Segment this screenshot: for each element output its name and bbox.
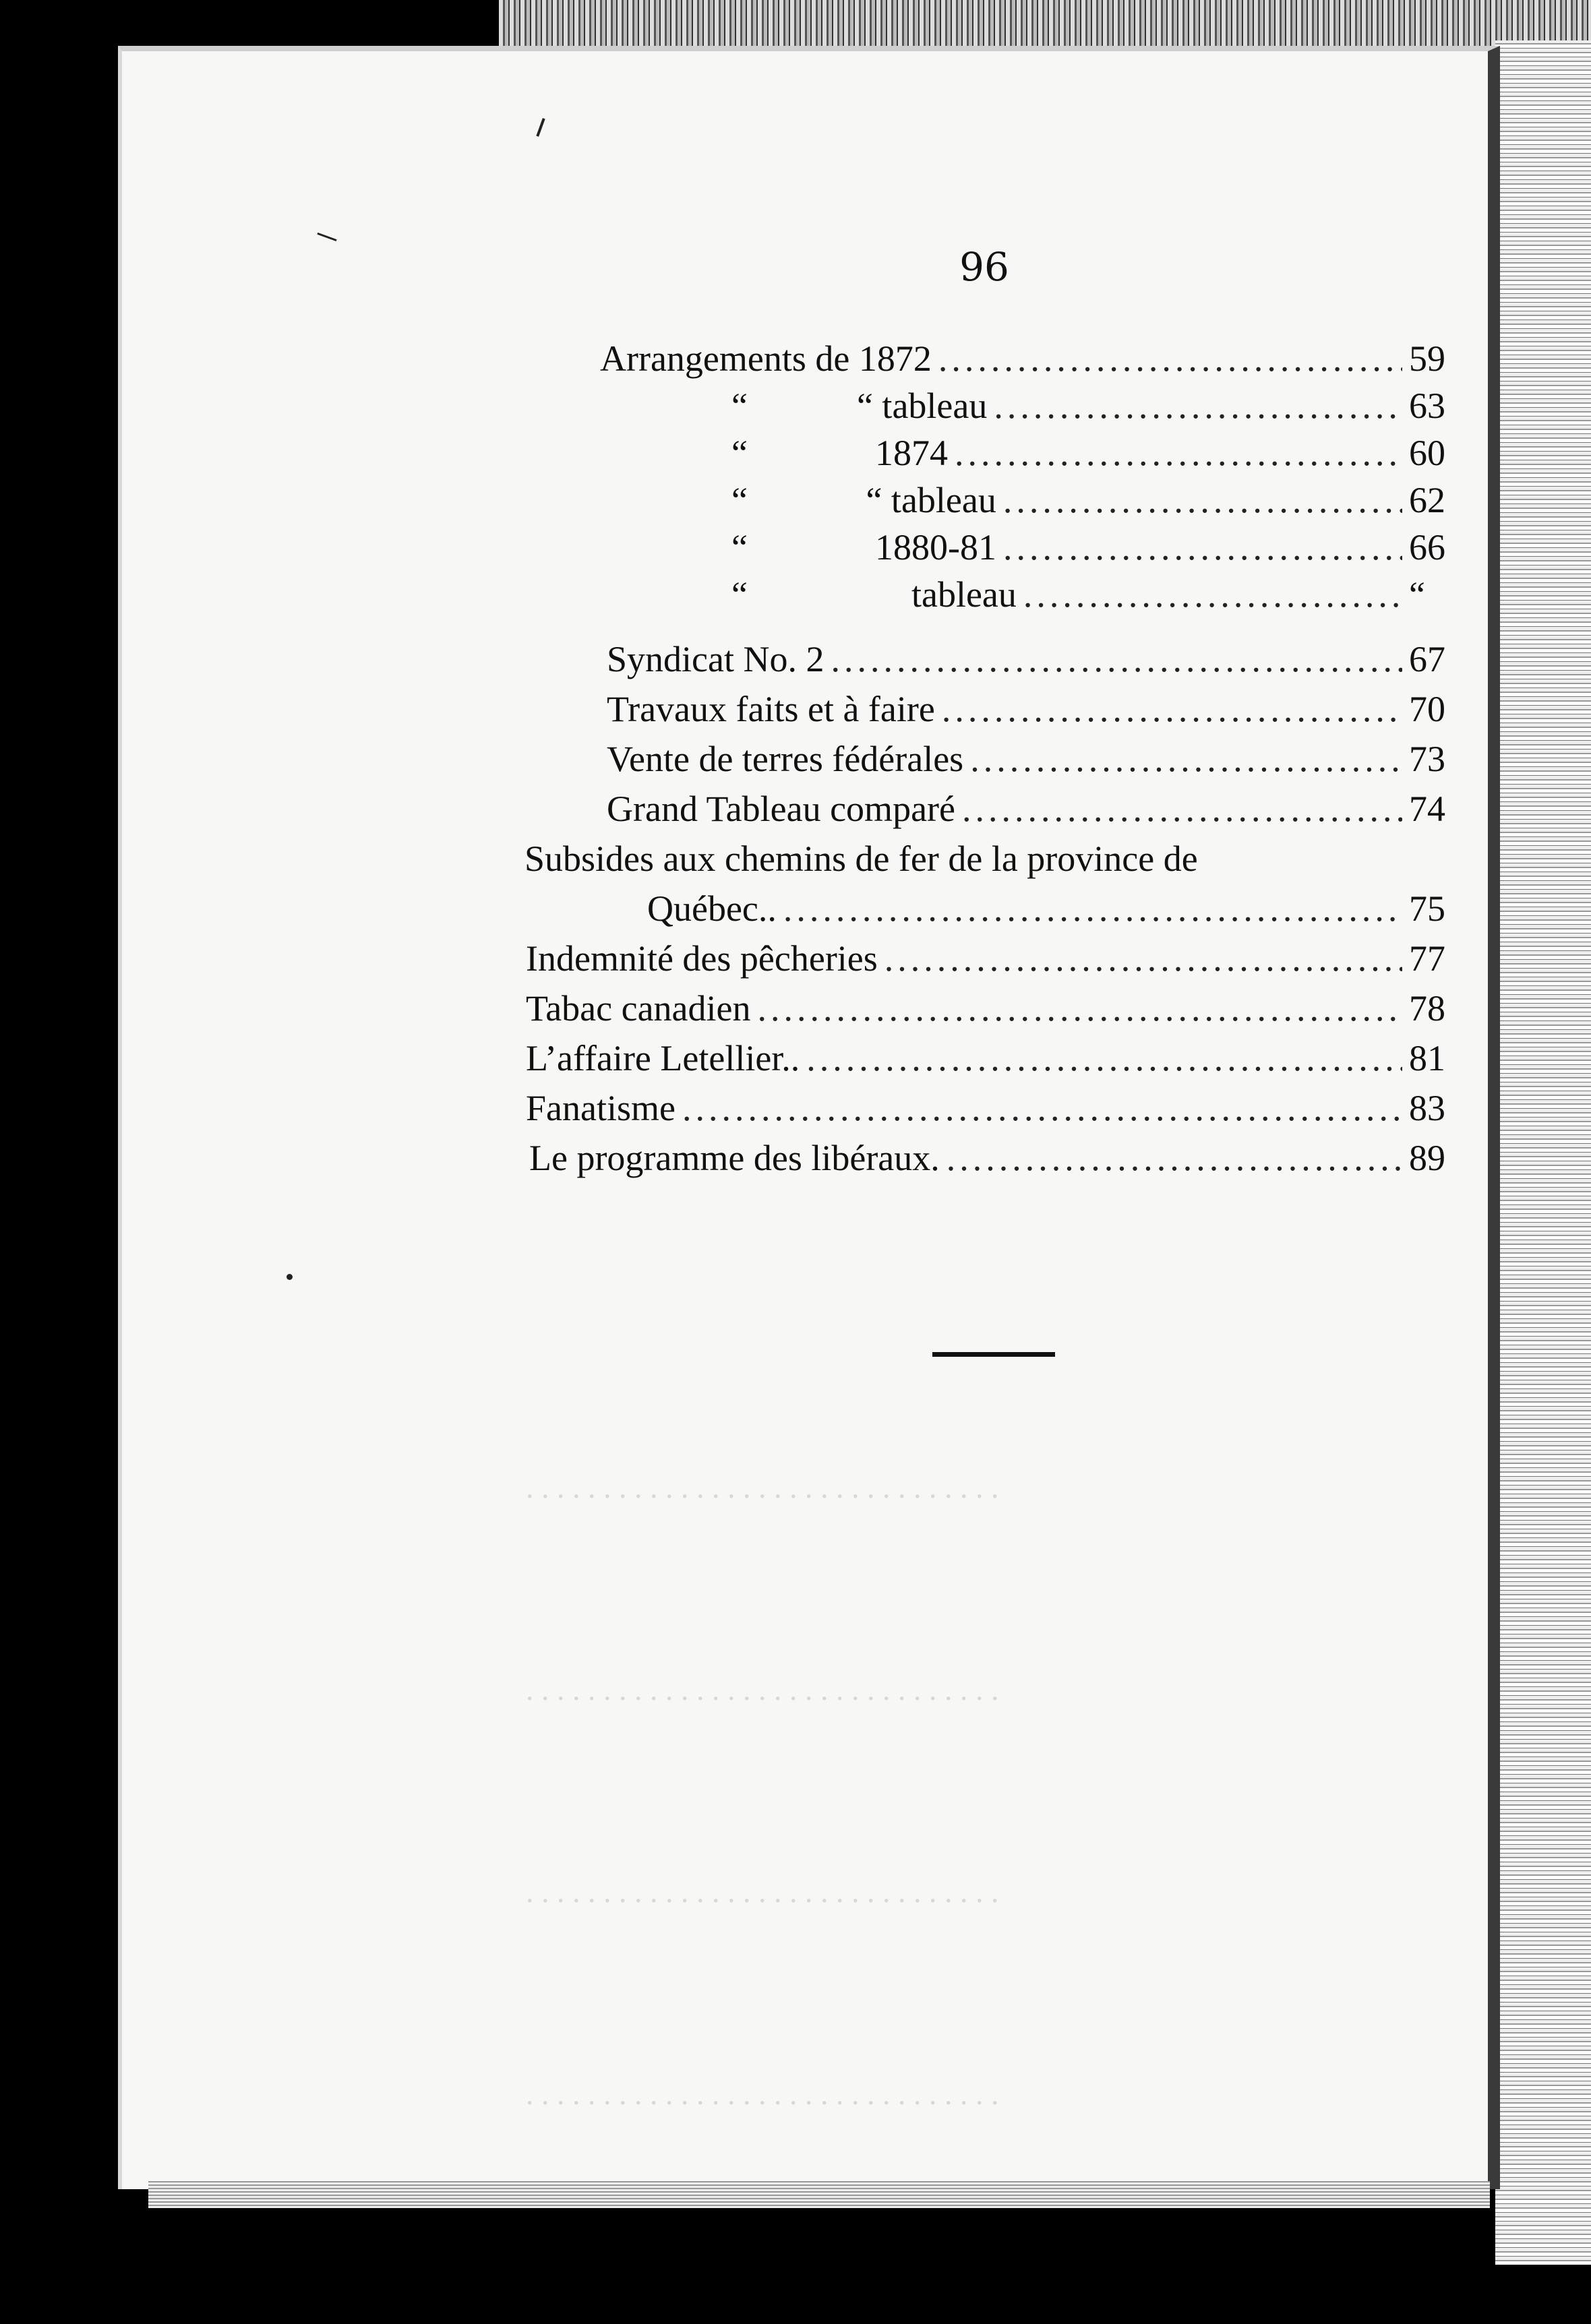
toc-entry-title: Indemnité des pêcheries [526, 938, 878, 979]
toc-entry [731, 570, 1449, 619]
toc-entry-page: 81 [1409, 1038, 1445, 1078]
toc-entry-title: “ 1880-81 [731, 527, 996, 568]
toc-entry-title: “ “ tableau [731, 480, 996, 520]
dot-leader [942, 685, 1402, 733]
dot-leader [884, 934, 1402, 983]
toc-entry [731, 476, 1449, 524]
toc-entry [607, 635, 1449, 683]
page-number: 96 [959, 244, 1009, 290]
toc-entry-page: 67 [1409, 639, 1445, 679]
dot-leader [806, 1034, 1402, 1082]
toc-entry [526, 934, 1449, 983]
show-through-text: . . . . . . . . . . . . . . . . . . . . . . . . . . . . . . . [526, 1874, 999, 1909]
show-through-text: . . . . . . . . . . . . . . . . . . . . . . . . . . . . . . . [526, 1672, 999, 1707]
toc-entry-title: “ “ tableau [731, 386, 988, 426]
toc-entry [529, 1134, 1449, 1182]
show-through-text: . . . . . . . . . . . . . . . . . . . . . . . . . . . . . . . [526, 1470, 999, 1504]
dot-leader [783, 884, 1402, 933]
toc-entry-page: 70 [1409, 689, 1445, 729]
toc-entry-page: 60 [1409, 433, 1445, 473]
toc-entry-title: L’affaire Letellier.. [526, 1038, 800, 1078]
toc-entry [600, 334, 1449, 383]
dot-leader [947, 1134, 1402, 1182]
toc-entry [731, 381, 1449, 430]
toc-entry-page: 75 [1409, 888, 1445, 929]
dot-leader [1003, 476, 1402, 524]
dot-leader [758, 984, 1403, 1033]
toc-entry [731, 429, 1449, 477]
toc-entry-title: Arrangements de 1872 [600, 338, 932, 379]
toc-entry-page: 74 [1409, 789, 1445, 829]
dot-leader [994, 381, 1402, 430]
toc-entry [607, 735, 1449, 783]
toc-entry [526, 984, 1449, 1033]
toc-entry-page: 73 [1409, 739, 1445, 779]
toc-entry-page: 83 [1409, 1088, 1445, 1128]
section-divider-rule [932, 1352, 1055, 1357]
toc-entry-page: 78 [1409, 988, 1445, 1029]
toc-entry [607, 685, 1449, 733]
toc-entry-page: “ [1409, 574, 1425, 615]
dot-leader [831, 635, 1402, 683]
dot-leader [1003, 523, 1402, 572]
toc-entry-page: 63 [1409, 386, 1445, 426]
toc-entry-title: Travaux faits et à faire [607, 689, 935, 729]
show-through-text: . . . . . . . . . . . . . . . . . . . . . . . . . . . . . . . [526, 2077, 999, 2111]
toc-entry-title: Syndicat No. 2 [607, 639, 824, 679]
toc-entry-title: “ 1874 [731, 433, 948, 473]
toc-entry-page: 89 [1409, 1138, 1445, 1178]
toc-entry-page: 66 [1409, 527, 1445, 568]
dot-leader [970, 735, 1402, 783]
toc-entry [526, 1034, 1449, 1082]
dot-leader [682, 1084, 1402, 1132]
toc-entry [647, 884, 1449, 933]
toc-entry-page: 59 [1409, 338, 1445, 379]
dot-leader [962, 785, 1402, 833]
toc-entry-title: Fanatisme [526, 1088, 676, 1128]
toc-entry-title: Grand Tableau comparé [607, 789, 955, 829]
toc-entry-page: 62 [1409, 480, 1445, 520]
toc-entry-page: 77 [1409, 938, 1445, 979]
toc-entry-title: Québec.. [647, 888, 777, 929]
toc-entry-title: Vente de terres fédérales [607, 739, 964, 779]
dot-leader [938, 334, 1402, 383]
toc-entry-title: “ tableau [731, 574, 1017, 615]
toc-entry-title: Tabac canadien [526, 988, 751, 1029]
toc-entry [731, 523, 1449, 572]
dot-leader [1023, 570, 1402, 619]
toc-entry-title: Subsides aux chemins de fer de la province de [524, 838, 1198, 879]
toc-entry [526, 1084, 1449, 1132]
toc-entry [607, 785, 1449, 833]
dot-leader [955, 429, 1402, 477]
toc-entry-title: Le programme des libéraux. [529, 1138, 940, 1178]
